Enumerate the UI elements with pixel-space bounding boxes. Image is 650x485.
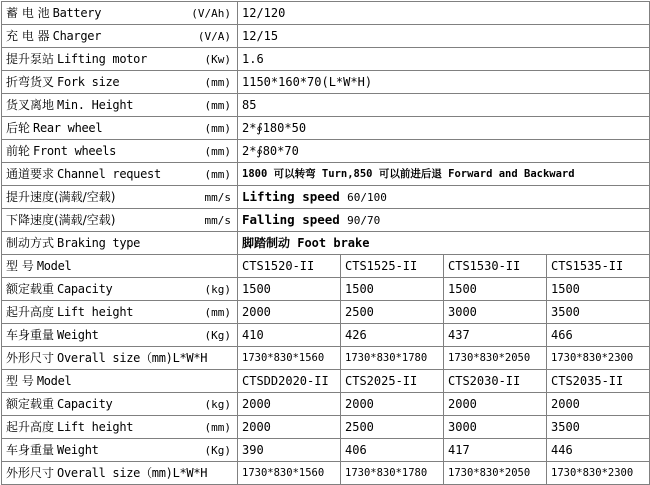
speed-label: Falling speed xyxy=(242,211,340,227)
table-row xyxy=(2,439,650,462)
table-cell: 2000 xyxy=(238,301,341,324)
row-label-cn: 货叉离地 xyxy=(6,97,55,112)
row-unit: (Kg) xyxy=(204,443,231,457)
row-label-en: Model xyxy=(36,374,72,388)
row-unit: (mm) xyxy=(204,75,231,89)
row-label-en: Rear wheel xyxy=(33,120,103,135)
row-unit: mm/s xyxy=(204,190,231,204)
row-unit: mm/s xyxy=(204,213,231,227)
table-row xyxy=(2,94,650,117)
row-label xyxy=(2,416,238,439)
table-row xyxy=(2,2,650,25)
row-label-en: Weight xyxy=(57,327,99,342)
table-cell: 1500 xyxy=(238,278,341,301)
row-unit: (V/A) xyxy=(197,29,231,43)
row-label-cn: 额定载重 xyxy=(6,396,55,411)
table-row xyxy=(2,255,650,278)
table-cell: 2000 xyxy=(238,393,341,416)
row-unit: (V/Ah) xyxy=(191,6,231,20)
table-cell: 406 xyxy=(341,439,444,462)
table-cell: 2000 xyxy=(547,393,650,416)
table-cell: 2500 xyxy=(341,416,444,439)
row-value: 2*∮80*70 xyxy=(238,140,650,163)
row-value: 1150*160*70(L*W*H) xyxy=(238,71,650,94)
table-row xyxy=(2,278,650,301)
table-row xyxy=(2,140,650,163)
row-label-cn: 提升速度(满载/空载) xyxy=(6,189,116,204)
table-cell: 417 xyxy=(444,439,547,462)
row-label-cn: 外形尺寸 xyxy=(6,466,55,480)
row-label xyxy=(2,94,238,117)
row-label-cn: 折弯货叉 xyxy=(6,74,55,89)
row-label xyxy=(2,278,238,301)
table-cell: 1730*830*2300 xyxy=(547,462,650,485)
row-label-cn: 型 号 xyxy=(6,374,34,388)
table-cell: CTS1525-II xyxy=(341,255,444,278)
speed-label: Lifting speed xyxy=(242,188,340,204)
row-unit: (Kg) xyxy=(204,328,231,342)
table-cell: 1730*830*2300 xyxy=(547,347,650,370)
table-row xyxy=(2,324,650,347)
table-cell: CTS1520-II xyxy=(238,255,341,278)
table-cell: 1730*830*2050 xyxy=(444,347,547,370)
table-row xyxy=(2,71,650,94)
row-label-cn: 额定载重 xyxy=(6,281,55,296)
table-row xyxy=(2,209,650,232)
row-label-en: Overall size（mm)L*W*H xyxy=(57,351,208,365)
table-cell: 1500 xyxy=(341,278,444,301)
row-label xyxy=(2,439,238,462)
table-row xyxy=(2,393,650,416)
row-value: 1.6 xyxy=(238,48,650,71)
row-label xyxy=(2,347,238,370)
table-cell: 1730*830*1560 xyxy=(238,347,341,370)
row-label-cn: 车身重量 xyxy=(6,327,55,342)
table-cell: CTS2030-II xyxy=(444,370,547,393)
row-label-cn: 起升高度 xyxy=(6,304,55,319)
table-cell: 3500 xyxy=(547,416,650,439)
row-label xyxy=(2,324,238,347)
table-cell: 1730*830*2050 xyxy=(444,462,547,485)
row-value xyxy=(238,209,650,232)
row-unit: (kg) xyxy=(204,282,231,296)
table-cell: 1500 xyxy=(444,278,547,301)
row-label-cn: 外形尺寸 xyxy=(6,351,55,365)
table-cell: 2000 xyxy=(238,416,341,439)
row-label xyxy=(2,232,238,255)
row-label xyxy=(2,163,238,186)
row-label xyxy=(2,301,238,324)
row-label xyxy=(2,370,238,393)
row-label-en: Lift height xyxy=(57,419,134,434)
row-label xyxy=(2,140,238,163)
row-value xyxy=(238,186,650,209)
table-row xyxy=(2,25,650,48)
row-label xyxy=(2,48,238,71)
row-label-cn: 后轮 xyxy=(6,120,31,135)
row-label xyxy=(2,393,238,416)
table-cell: CTSDD2020-II xyxy=(238,370,341,393)
table-row xyxy=(2,301,650,324)
table-row xyxy=(2,186,650,209)
table-row xyxy=(2,163,650,186)
row-label-cn: 车身重量 xyxy=(6,442,55,457)
row-label-en: Overall size（mm)L*W*H xyxy=(57,466,208,480)
row-value: 12/15 xyxy=(238,25,650,48)
speed-number: 90/70 xyxy=(347,213,381,227)
table-cell: 1730*830*1780 xyxy=(341,462,444,485)
table-row xyxy=(2,117,650,140)
table-row xyxy=(2,232,650,255)
table-row xyxy=(2,347,650,370)
row-label-en: Capacity xyxy=(57,281,113,296)
table-cell: CTS1530-II xyxy=(444,255,547,278)
speed-number: 60/100 xyxy=(347,190,387,204)
row-label-cn: 制动方式 xyxy=(6,236,55,250)
table-cell: 410 xyxy=(238,324,341,347)
table-cell: 2500 xyxy=(341,301,444,324)
table-row xyxy=(2,416,650,439)
table-cell: 3500 xyxy=(547,301,650,324)
row-label-cn: 起升高度 xyxy=(6,419,55,434)
row-unit: (Kw) xyxy=(204,52,231,66)
row-label-en: Braking type xyxy=(57,236,141,250)
row-label-en: Model xyxy=(36,259,72,273)
table-row xyxy=(2,48,650,71)
row-label-cn: 下降速度(满载/空载) xyxy=(6,212,116,227)
row-unit: (mm) xyxy=(204,121,231,135)
table-cell: 426 xyxy=(341,324,444,347)
row-label-en: Weight xyxy=(57,442,99,457)
table-cell: CTS1535-II xyxy=(547,255,650,278)
specification-table xyxy=(1,1,650,485)
row-label xyxy=(2,71,238,94)
row-label-en: Capacity xyxy=(57,396,113,411)
table-cell: 466 xyxy=(547,324,650,347)
row-label-cn: 型 号 xyxy=(6,259,34,273)
row-label-en: Lifting motor xyxy=(57,51,148,66)
table-row xyxy=(2,370,650,393)
row-label-en: Fork size xyxy=(57,74,120,89)
row-label-en: Front wheels xyxy=(33,143,117,158)
table-row xyxy=(2,462,650,485)
row-value: 85 xyxy=(238,94,650,117)
row-label-en: Channel request xyxy=(57,166,161,181)
row-value: 脚踏制动 Foot brake xyxy=(238,232,650,255)
table-cell: CTS2025-II xyxy=(341,370,444,393)
row-label xyxy=(2,25,238,48)
row-unit: (mm) xyxy=(204,167,231,181)
row-label-cn: 前轮 xyxy=(6,143,31,158)
row-label-cn: 提升泵站 xyxy=(6,51,55,66)
row-label xyxy=(2,2,238,25)
table-cell: 446 xyxy=(547,439,650,462)
row-label-en: Battery xyxy=(52,5,102,20)
row-value: 1800 可以转弯 Turn,850 可以前进后退 Forward and Backward xyxy=(238,163,650,186)
table-cell: 390 xyxy=(238,439,341,462)
row-unit: (kg) xyxy=(204,397,231,411)
row-label xyxy=(2,186,238,209)
row-label-en: Min. Height xyxy=(57,97,134,112)
row-value: 2*∮180*50 xyxy=(238,117,650,140)
table-cell: 3000 xyxy=(444,416,547,439)
table-cell: 1500 xyxy=(547,278,650,301)
row-label-cn: 充 电 器 xyxy=(6,28,50,43)
row-label xyxy=(2,117,238,140)
table-cell: CTS2035-II xyxy=(547,370,650,393)
row-unit: (mm) xyxy=(204,98,231,112)
row-unit: (mm) xyxy=(204,305,231,319)
table-cell: 2000 xyxy=(444,393,547,416)
table-cell: 1730*830*1560 xyxy=(238,462,341,485)
row-unit: (mm) xyxy=(204,420,231,434)
row-label xyxy=(2,209,238,232)
row-label-cn: 蓄 电 池 xyxy=(6,5,50,20)
row-value: 12/120 xyxy=(238,2,650,25)
row-label xyxy=(2,462,238,485)
row-unit: (mm) xyxy=(204,144,231,158)
table-cell: 3000 xyxy=(444,301,547,324)
table-cell: 437 xyxy=(444,324,547,347)
row-label-en: Lift height xyxy=(57,304,134,319)
row-label-cn: 通道要求 xyxy=(6,166,55,181)
row-label xyxy=(2,255,238,278)
table-cell: 1730*830*1780 xyxy=(341,347,444,370)
row-label-en: Charger xyxy=(52,28,102,43)
table-cell: 2000 xyxy=(341,393,444,416)
